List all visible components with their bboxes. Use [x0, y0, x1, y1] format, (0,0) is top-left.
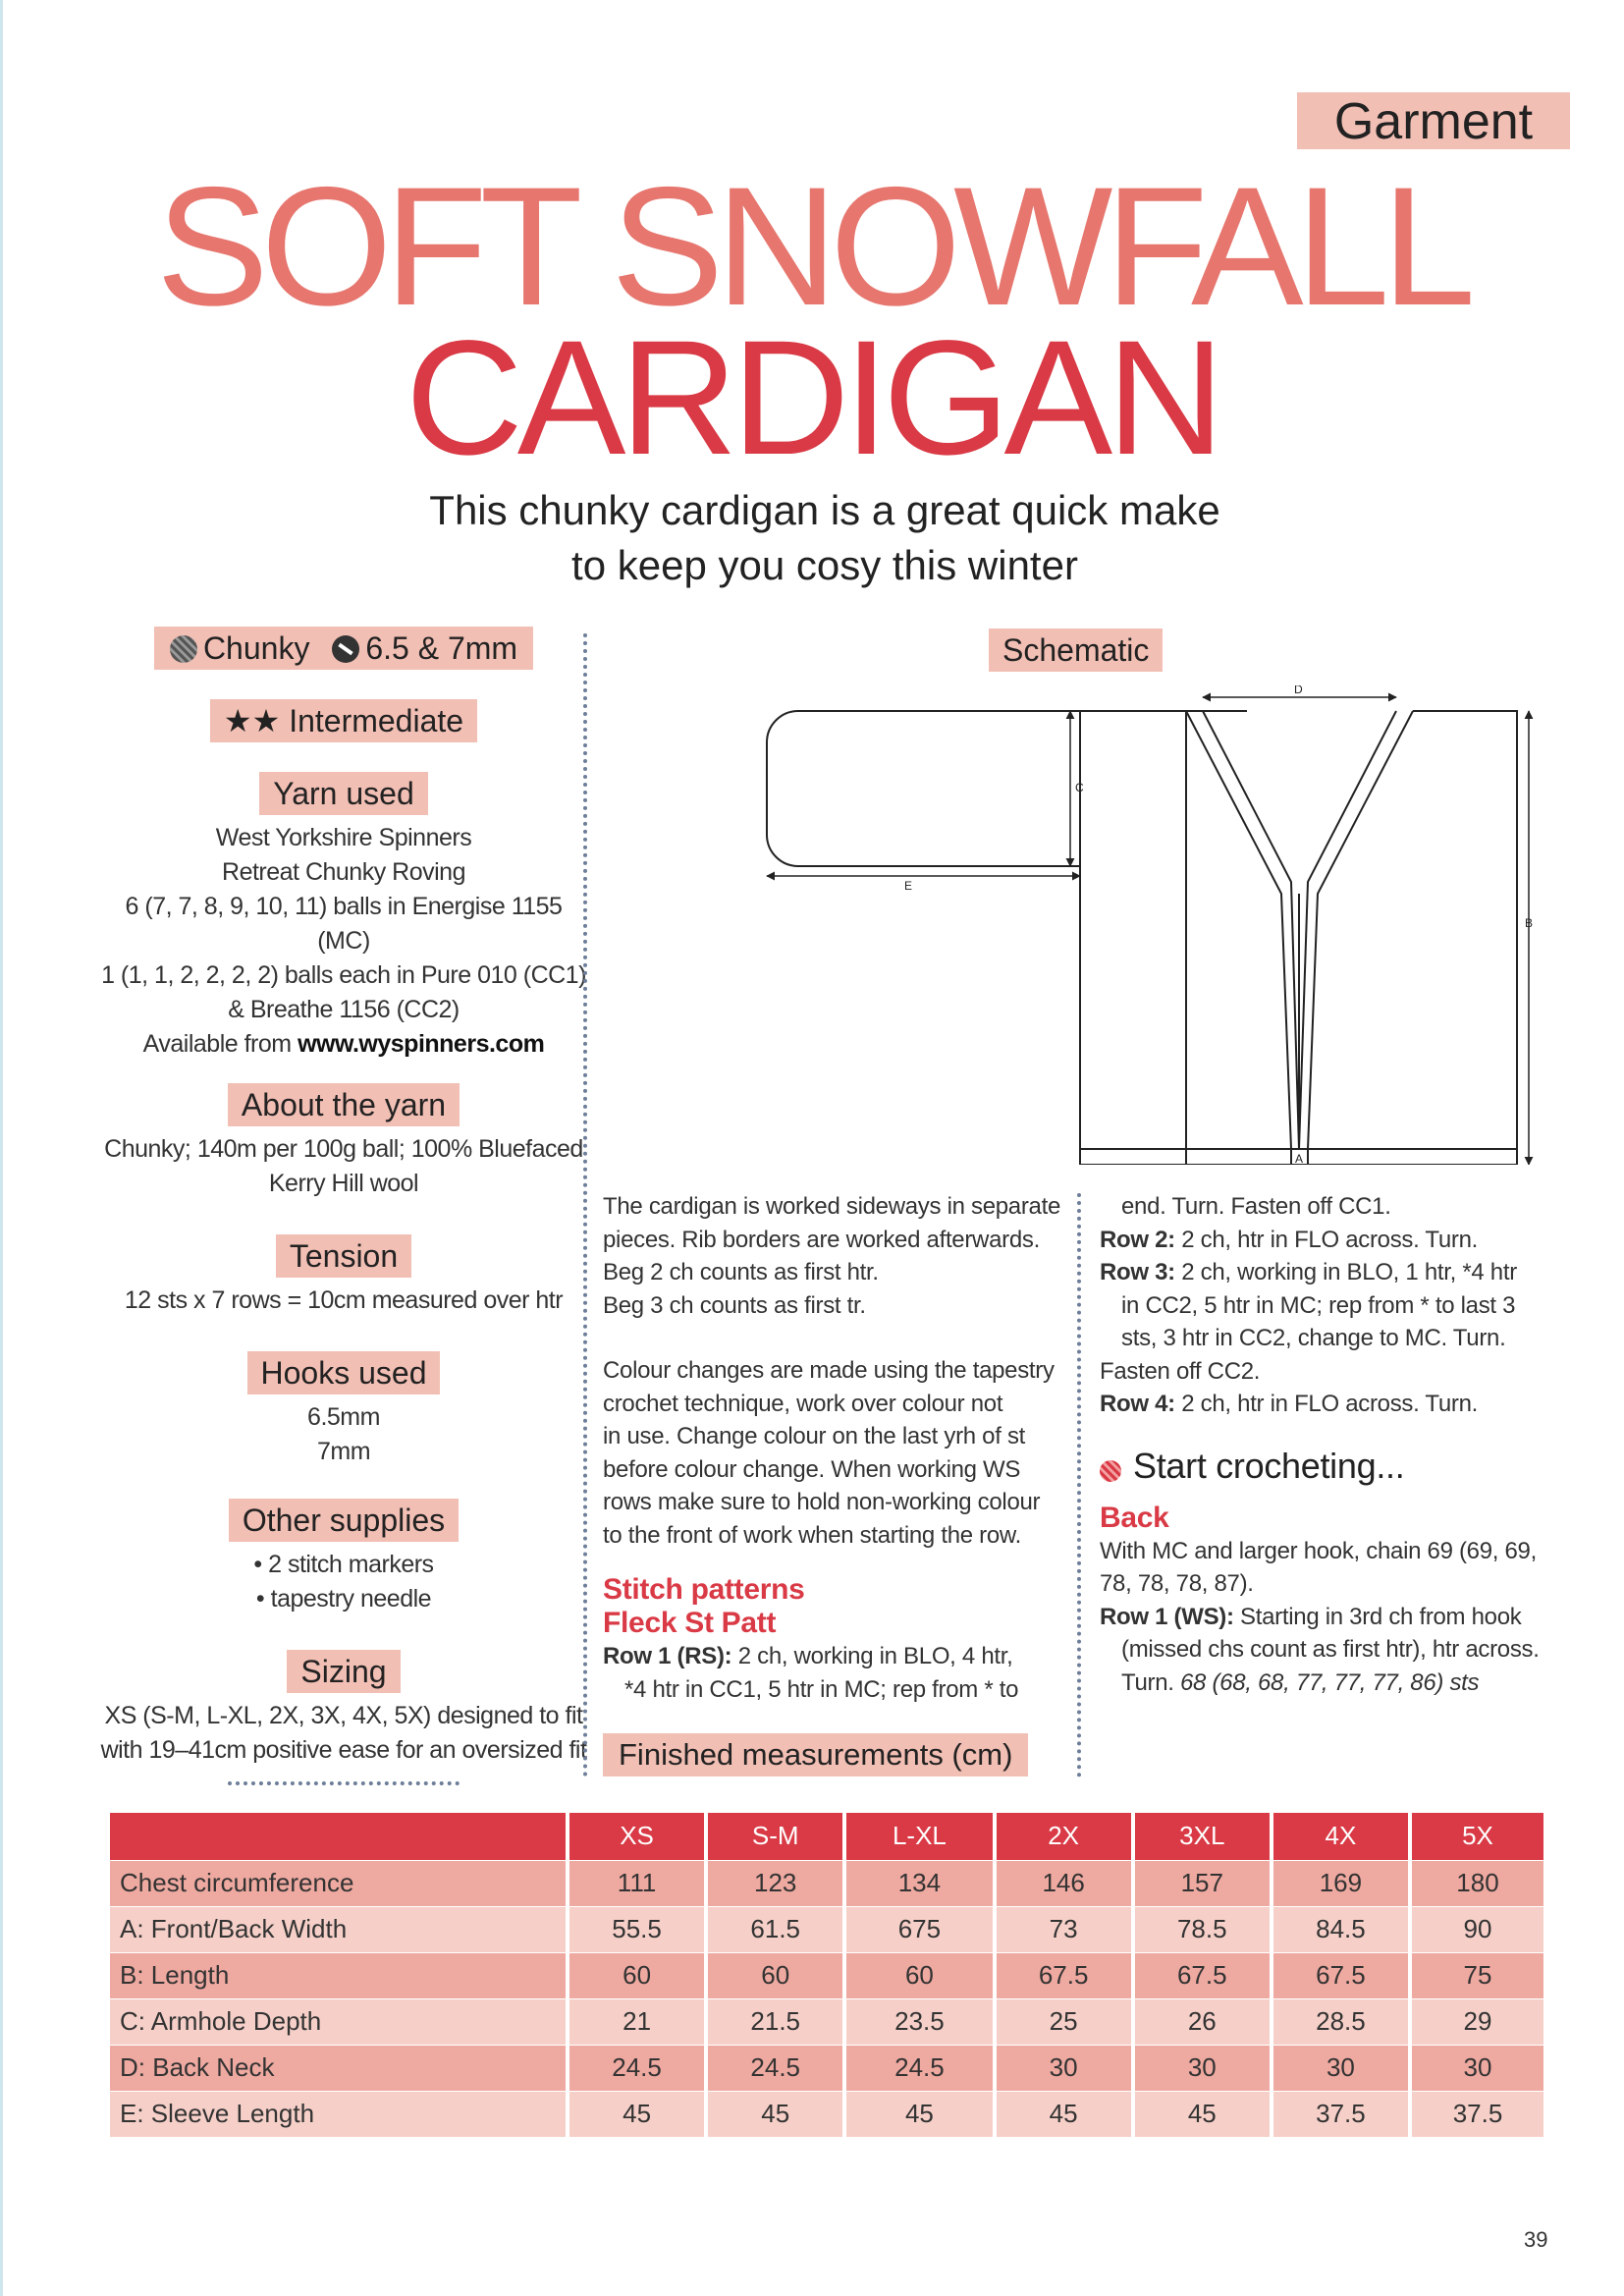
text-line: (missed chs count as first htr), htr across. [1121, 1636, 1540, 1663]
table-row [110, 1952, 1543, 1998]
turn-text: Turn. [1121, 1668, 1180, 1696]
header-cell: 3XL [1133, 1813, 1272, 1860]
table-cell: 675 [844, 1906, 994, 1952]
row-1-rs [603, 1640, 1074, 1673]
other-supplies-section [98, 1499, 589, 1616]
yarn-ball-icon [170, 635, 197, 663]
table-row [110, 1906, 1543, 1952]
table-cell: 55.5 [568, 1906, 706, 1952]
table-cell: 67.5 [995, 1952, 1133, 1998]
text-line: before colour change. When working WS [603, 1455, 1021, 1483]
table-cell: 45 [1133, 2091, 1272, 2137]
text-line: sts, 3 htr in CC2, change to MC. Turn. [1121, 1325, 1506, 1351]
hooks-heading: Hooks used [247, 1351, 441, 1394]
table-cell: 90 [1410, 1906, 1543, 1952]
sizing-line: XS (S-M, L-XL, 2X, 3X, 4X, 5X) designed to fit [104, 1702, 583, 1729]
table-cell: 29 [1410, 1998, 1543, 2045]
table-row [110, 2045, 1543, 2091]
table-cell: 60 [706, 1952, 844, 1998]
table-cell: 73 [995, 1906, 1133, 1952]
about-yarn-line: Chunky; 140m per 100g ball; 100% Bluefaced [104, 1135, 583, 1163]
back-heading: Back [1100, 1501, 1169, 1534]
table-cell: 45 [844, 2091, 994, 2137]
text-line: to the front of work when starting the row. [603, 1521, 1021, 1549]
table-cell: 30 [1272, 2045, 1410, 2091]
title-line-1: SOFT SNOWFALL [156, 152, 1468, 341]
table-cell: 24.5 [706, 2045, 844, 2091]
row-label: Row 1 (RS): [603, 1643, 732, 1669]
sleeve-outline [767, 711, 1080, 866]
row-text: 2 ch, htr in FLO across. Turn. [1174, 1391, 1479, 1417]
table-row [110, 1998, 1543, 2045]
table-cell: 23.5 [844, 1998, 994, 2045]
dotted-divider [228, 1781, 460, 1785]
table-cell: 180 [1410, 1860, 1543, 1906]
other-supplies-text [98, 1548, 589, 1616]
header-cell: XS [568, 1813, 706, 1860]
header-cell: S-M [706, 1813, 844, 1860]
table-cell: 45 [568, 2091, 706, 2137]
table-cell: 146 [995, 1860, 1133, 1906]
start-heading-text: Start crocheting... [1133, 1445, 1405, 1486]
tension-heading: Tension [276, 1234, 411, 1278]
row-label: Row 4: [1100, 1391, 1175, 1417]
table-cell: 157 [1133, 1860, 1272, 1906]
table-cell: 21 [568, 1998, 706, 2045]
section-tag: Garment [1297, 92, 1570, 149]
text-line: *4 htr in CC1, 5 htr in MC; rep from * to [624, 1675, 1019, 1703]
hook-line: 6.5mm [307, 1403, 380, 1431]
supply-line: • tapestry needle [255, 1585, 432, 1613]
about-yarn-heading: About the yarn [228, 1083, 460, 1126]
text-line: rows make sure to hold non-working colour [603, 1489, 1041, 1515]
row-1-ws [1100, 1601, 1571, 1634]
table-cell: 67.5 [1133, 1952, 1272, 1998]
table-cell: 24.5 [568, 2045, 706, 2091]
fleck-st-patt-heading: Fleck St Patt [603, 1607, 777, 1639]
row-4 [1100, 1388, 1571, 1421]
table-cell: 25 [995, 1998, 1133, 2045]
tension-text: 12 sts x 7 rows = 10cm measured over htr [124, 1286, 564, 1314]
schematic-diagram [731, 685, 1537, 1165]
title-line-2: CARDIGAN [405, 307, 1219, 489]
yarn-ball-icon [1100, 1460, 1121, 1482]
row-label: Row 2: [1100, 1226, 1175, 1253]
schematic-tag [989, 629, 1163, 672]
label-d: D [1294, 685, 1303, 696]
text-line: end. Turn. Fasten off CC1. [1121, 1193, 1391, 1220]
header-cell: 5X [1410, 1813, 1543, 1860]
sizing-heading: Sizing [287, 1650, 400, 1693]
label-a: A [1295, 1152, 1304, 1165]
yarn-used-heading: Yarn used [259, 772, 428, 815]
crochet-hook-icon [332, 635, 359, 663]
subtitle [0, 483, 1624, 593]
sizing-section [98, 1650, 589, 1768]
text-line [1100, 1667, 1571, 1700]
row-text: 2 ch, htr in FLO across. Turn. [1174, 1226, 1479, 1253]
back-panel-left-edge [1080, 711, 1186, 1165]
text-line: Fasten off CC2. [1100, 1357, 1261, 1385]
sizing-line: with 19–41cm positive ease for an oversized fit [100, 1736, 587, 1764]
table-cell: 60 [568, 1952, 706, 1998]
header-cell [110, 1813, 568, 1860]
subtitle-line-2: to keep you cosy this winter [571, 542, 1078, 588]
sizing-text [98, 1699, 589, 1768]
about-yarn-line: Kerry Hill wool [268, 1170, 419, 1197]
subtitle-line-1: This chunky cardigan is a great quick make [429, 487, 1220, 533]
finished-measurements-tag [603, 1733, 1028, 1777]
table-header-row [110, 1813, 1543, 1860]
row-label-cell: E: Sleeve Length [110, 2091, 568, 2137]
table-cell: 84.5 [1272, 1906, 1410, 1952]
table-cell: 78.5 [1133, 1906, 1272, 1952]
table-cell: 37.5 [1272, 2091, 1410, 2137]
table-cell: 26 [1133, 1998, 1272, 2045]
available-prefix: Available from [142, 1030, 298, 1058]
row-3 [1100, 1256, 1571, 1289]
yarn-line: 1 (1, 1, 2, 2, 2, 2) balls each in Pure 010 (CC1) [101, 961, 586, 989]
instructions-column-2 [1100, 1190, 1571, 1699]
table-row [110, 1860, 1543, 1906]
yarn-used-section [98, 772, 589, 1062]
specs-pill [154, 627, 533, 670]
table-cell: 75 [1410, 1952, 1543, 1998]
row-text: 2 ch, working in BLO, 1 htr, *4 htr [1174, 1259, 1517, 1285]
row-label-cell: A: Front/Back Width [110, 1906, 568, 1952]
row-label-cell: D: Back Neck [110, 2045, 568, 2091]
text-line: crochet technique, work over colour not [603, 1390, 1003, 1417]
supply-line: • 2 stitch markers [253, 1551, 434, 1578]
skill-level [98, 699, 589, 742]
table-cell: 37.5 [1410, 2091, 1543, 2137]
finished-measurements-heading: Finished measurements (cm) [603, 1733, 1028, 1777]
table-cell: 169 [1272, 1860, 1410, 1906]
row-label: Row 1 (WS): [1100, 1603, 1234, 1630]
table-cell: 123 [706, 1860, 844, 1906]
website-link[interactable]: www.wyspinners.com [298, 1030, 545, 1058]
row-label-cell: B: Length [110, 1952, 568, 1998]
other-supplies-heading: Other supplies [229, 1499, 459, 1542]
table-cell: 24.5 [844, 2045, 994, 2091]
table-cell: 30 [1133, 2045, 1272, 2091]
front-left-edge [1186, 711, 1291, 1149]
table-cell: 30 [995, 2045, 1133, 2091]
text-line: 78, 78, 78, 87). [1100, 1570, 1254, 1597]
hook-line: 7mm [316, 1438, 371, 1465]
page-number: 39 [1524, 2227, 1548, 2252]
front-left-band [1203, 711, 1299, 1149]
measurements-table [110, 1813, 1543, 2137]
header-cell: 4X [1272, 1813, 1410, 1860]
table-cell: 60 [844, 1952, 994, 1998]
table-cell: 28.5 [1272, 1998, 1410, 2045]
stitch-count: 68 (68, 68, 77, 77, 77, 86) sts [1180, 1668, 1480, 1696]
label-c: C [1075, 781, 1084, 794]
neck-inner [1252, 711, 1343, 795]
header-cell: 2X [995, 1813, 1133, 1860]
text-line: pieces. Rib borders are worked afterwards. [603, 1226, 1040, 1253]
yarn-weight: Chunky [202, 630, 310, 666]
table-cell: 67.5 [1272, 1952, 1410, 1998]
availability-line [98, 1027, 589, 1062]
about-yarn-text [98, 1132, 589, 1201]
header-cell: L-XL [844, 1813, 994, 1860]
table-row [110, 2091, 1543, 2137]
sidebar [98, 624, 589, 1785]
column-divider [583, 633, 587, 1777]
start-crocheting-heading [1100, 1445, 1571, 1488]
table-cell: 111 [568, 1860, 706, 1906]
label-e: E [904, 879, 913, 893]
text-line: in use. Change colour on the last yrh of st [603, 1423, 1026, 1449]
yarn-used-text [98, 821, 589, 1062]
hooks-section [98, 1351, 589, 1469]
row-text: Starting in 3rd ch from hook [1233, 1603, 1522, 1630]
text-line: Colour changes are made using the tapestry [603, 1357, 1055, 1384]
instructions-column-1 [603, 1190, 1074, 1706]
table-cell: 134 [844, 1860, 994, 1906]
row-2 [1100, 1224, 1571, 1257]
tension-section [98, 1234, 589, 1318]
hook-size: 6.5 & 7mm [365, 630, 518, 666]
about-yarn-section [98, 1083, 589, 1201]
front-right-band [1299, 711, 1396, 1149]
row-text: 2 ch, working in BLO, 4 htr, [731, 1643, 1013, 1669]
row-label: Row 3: [1100, 1259, 1175, 1285]
yarn-line: Retreat Chunky Roving [222, 858, 465, 886]
table-cell: 21.5 [706, 1998, 844, 2045]
stitch-patterns-heading: Stitch patterns [603, 1573, 805, 1606]
label-b: B [1525, 916, 1534, 930]
column-divider [1077, 1193, 1081, 1777]
text-line: With MC and larger hook, chain 69 (69, 69, [1100, 1537, 1537, 1564]
yarn-line: 6 (7, 7, 8, 9, 10, 11) balls in Energise 1155 (MC) [125, 893, 563, 955]
hooks-text [98, 1400, 589, 1469]
front-right-edge [1308, 711, 1413, 1149]
table-cell: 30 [1410, 2045, 1543, 2091]
specs-row [98, 627, 589, 670]
yarn-line: West Yorkshire Spinners [215, 824, 472, 851]
skill-pill: ★★ Intermediate [210, 699, 477, 742]
text-line: in CC2, 5 htr in MC; rep from * to last 3 [1121, 1291, 1516, 1319]
table-cell: 45 [995, 2091, 1133, 2137]
text-line: Beg 3 ch counts as first tr. [603, 1291, 866, 1319]
table-cell: 45 [706, 2091, 844, 2137]
schematic-heading: Schematic [989, 629, 1163, 672]
row-label-cell: C: Armhole Depth [110, 1998, 568, 2045]
table-cell: 61.5 [706, 1906, 844, 1952]
row-label-cell: Chest circumference [110, 1860, 568, 1906]
text-line: Beg 2 ch counts as first htr. [603, 1259, 879, 1285]
yarn-line: & Breathe 1156 (CC2) [228, 996, 460, 1023]
text-line: The cardigan is worked sideways in separate [603, 1193, 1061, 1220]
